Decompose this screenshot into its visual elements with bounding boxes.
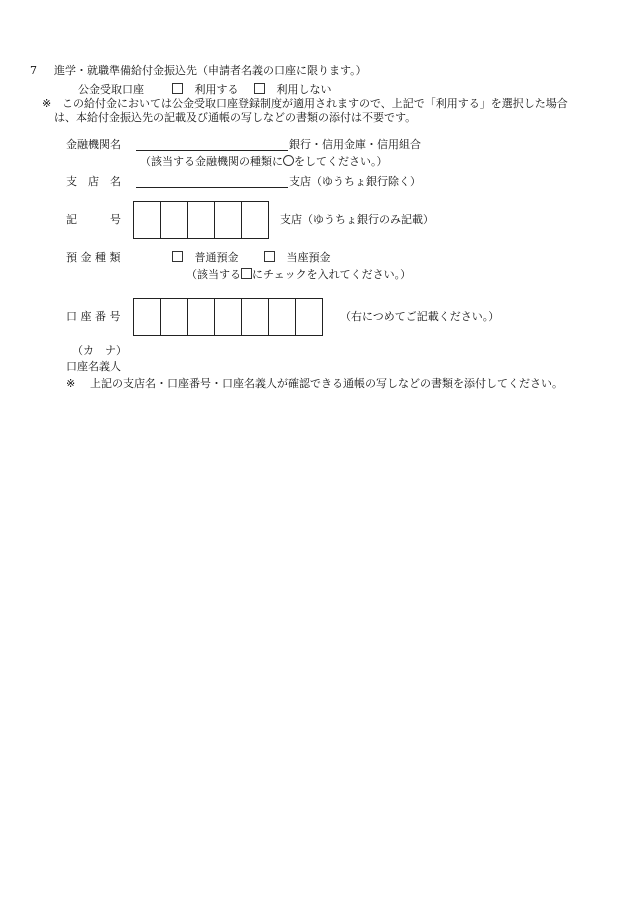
symbol-digit-box[interactable] — [242, 201, 269, 239]
symbol-digit-box[interactable] — [188, 201, 215, 239]
account-digit-box[interactable] — [133, 298, 161, 336]
note1-mark: ※ — [42, 97, 52, 110]
deposit-hint-after: にチェックを入れてください。） — [252, 268, 412, 281]
account-digit-box[interactable] — [188, 298, 215, 336]
note2-mark: ※ — [66, 377, 76, 390]
use-option[interactable] — [172, 83, 239, 97]
account-digit-box[interactable] — [215, 298, 242, 336]
not-use-option[interactable] — [254, 83, 332, 97]
ordinary-checkbox[interactable] — [172, 251, 183, 262]
account-digit-box[interactable] — [296, 298, 323, 336]
public-account-label: 公金受取口座 — [78, 83, 144, 96]
deposit-type-label: 預 金 種 類 — [66, 251, 121, 264]
deposit-hint-before: （該当する — [186, 268, 241, 281]
section-number: 7 — [30, 64, 37, 77]
account-number-hint: （右につめてご記載ください。） — [340, 310, 500, 323]
symbol-digit-box[interactable] — [133, 201, 161, 239]
note1-line1: この給付金においては公金受取口座登録制度が適用されますので、上記で「利用する」を選択した場合 — [62, 97, 568, 110]
bank-label: 金融機関名 — [66, 138, 121, 151]
current-checkbox[interactable] — [264, 251, 275, 262]
bank-name-field[interactable] — [136, 150, 288, 151]
account-digit-box[interactable] — [242, 298, 269, 336]
current-label: 当座預金 — [286, 251, 331, 264]
ordinary-label: 普通預金 — [194, 251, 239, 264]
account-number-boxes — [133, 298, 323, 336]
use-option-label: 利用する — [194, 83, 239, 96]
account-digit-box[interactable] — [269, 298, 296, 336]
circle-icon — [283, 155, 294, 166]
account-number-label: 口 座 番 号 — [66, 310, 121, 323]
symbol-digit-box[interactable] — [161, 201, 188, 239]
symbol-digit-box[interactable] — [215, 201, 242, 239]
bank-hint-before: （該当する金融機関の種類に — [140, 155, 283, 168]
bank-type-suffix: 銀行・信用金庫・信用組合 — [289, 138, 421, 151]
not-use-checkbox[interactable] — [254, 83, 265, 94]
account-digit-box[interactable] — [161, 298, 188, 336]
symbol-boxes — [133, 201, 269, 239]
branch-suffix: 支店（ゆうちょ銀行除く） — [289, 175, 421, 188]
symbol-suffix: 支店（ゆうちょ銀行のみ記載） — [280, 213, 434, 226]
note1-line2: は、本給付金振込先の記載及び通帳の写しなどの書類の添付は不要です。 — [54, 111, 417, 124]
holder-label: 口座名義人 — [66, 360, 121, 373]
ordinary-option[interactable] — [172, 251, 239, 265]
bank-hint — [140, 155, 388, 169]
symbol-label: 記 号 — [66, 213, 121, 226]
checkbox-icon — [241, 268, 252, 279]
use-checkbox[interactable] — [172, 83, 183, 94]
not-use-option-label: 利用しない — [276, 83, 332, 96]
holder-kana-label: （カ ナ） — [72, 344, 127, 357]
current-option[interactable] — [264, 251, 331, 265]
section-title: 進学・就職準備給付金振込先（申請者名義の口座に限ります。） — [54, 64, 367, 77]
deposit-hint — [186, 268, 411, 282]
branch-label: 支 店 名 — [66, 175, 121, 188]
branch-name-field[interactable] — [136, 187, 288, 188]
bank-hint-after: をしてください。） — [294, 155, 388, 168]
note2-text: 上記の支店名・口座番号・口座名義人が確認できる通帳の写しなどの書類を添付してください。 — [90, 377, 563, 390]
